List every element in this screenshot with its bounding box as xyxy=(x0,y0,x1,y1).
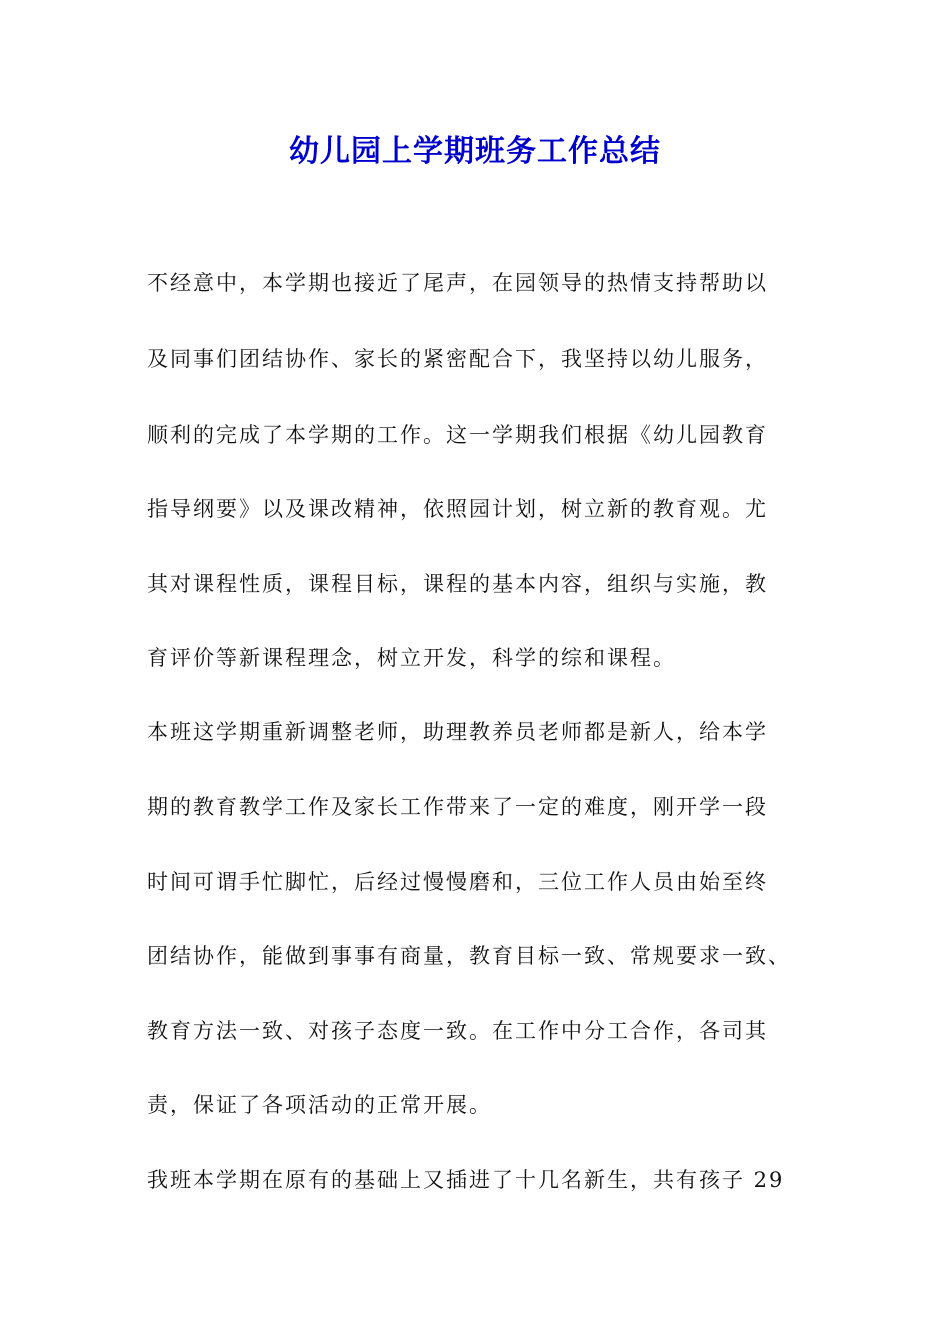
body-line: 时间可谓手忙脚忙，后经过慢慢磨和，三位工作人员由始至终 xyxy=(147,870,768,894)
body-line: 及同事们团结协作、家长的紧密配合下，我坚持以幼儿服务， xyxy=(147,347,768,371)
body-line: 不经意中，本学期也接近了尾声，在园领导的热情支持帮助以 xyxy=(147,271,768,295)
body-line: 我班本学期在原有的基础上又插进了十几名新生，共有孩子 29 xyxy=(147,1168,785,1192)
body-line: 团结协作，能做到事事有商量，教育目标一致、常规要求一致、 xyxy=(147,944,791,968)
body-line: 指导纲要》以及课改精神，依照园计划，树立新的教育观。尤 xyxy=(147,497,768,521)
body-line: 责，保证了各项活动的正常开展。 xyxy=(147,1093,492,1117)
document-title: 幼儿园上学期班务工作总结 xyxy=(289,134,661,169)
body-line: 育评价等新课程理念，树立开发，科学的综和课程。 xyxy=(147,646,676,670)
body-line: 教育方法一致、对孩子态度一致。在工作中分工合作，各司其 xyxy=(147,1019,768,1043)
body-line: 其对课程性质，课程目标，课程的基本内容，组织与实施，教 xyxy=(147,572,768,596)
body-line: 期的教育教学工作及家长工作带来了一定的难度，刚开学一段 xyxy=(147,795,768,819)
body-line: 顺利的完成了本学期的工作。这一学期我们根据《幼儿园教育 xyxy=(147,423,768,447)
body-line: 本班这学期重新调整老师，助理教养员老师都是新人，给本学 xyxy=(147,720,768,744)
